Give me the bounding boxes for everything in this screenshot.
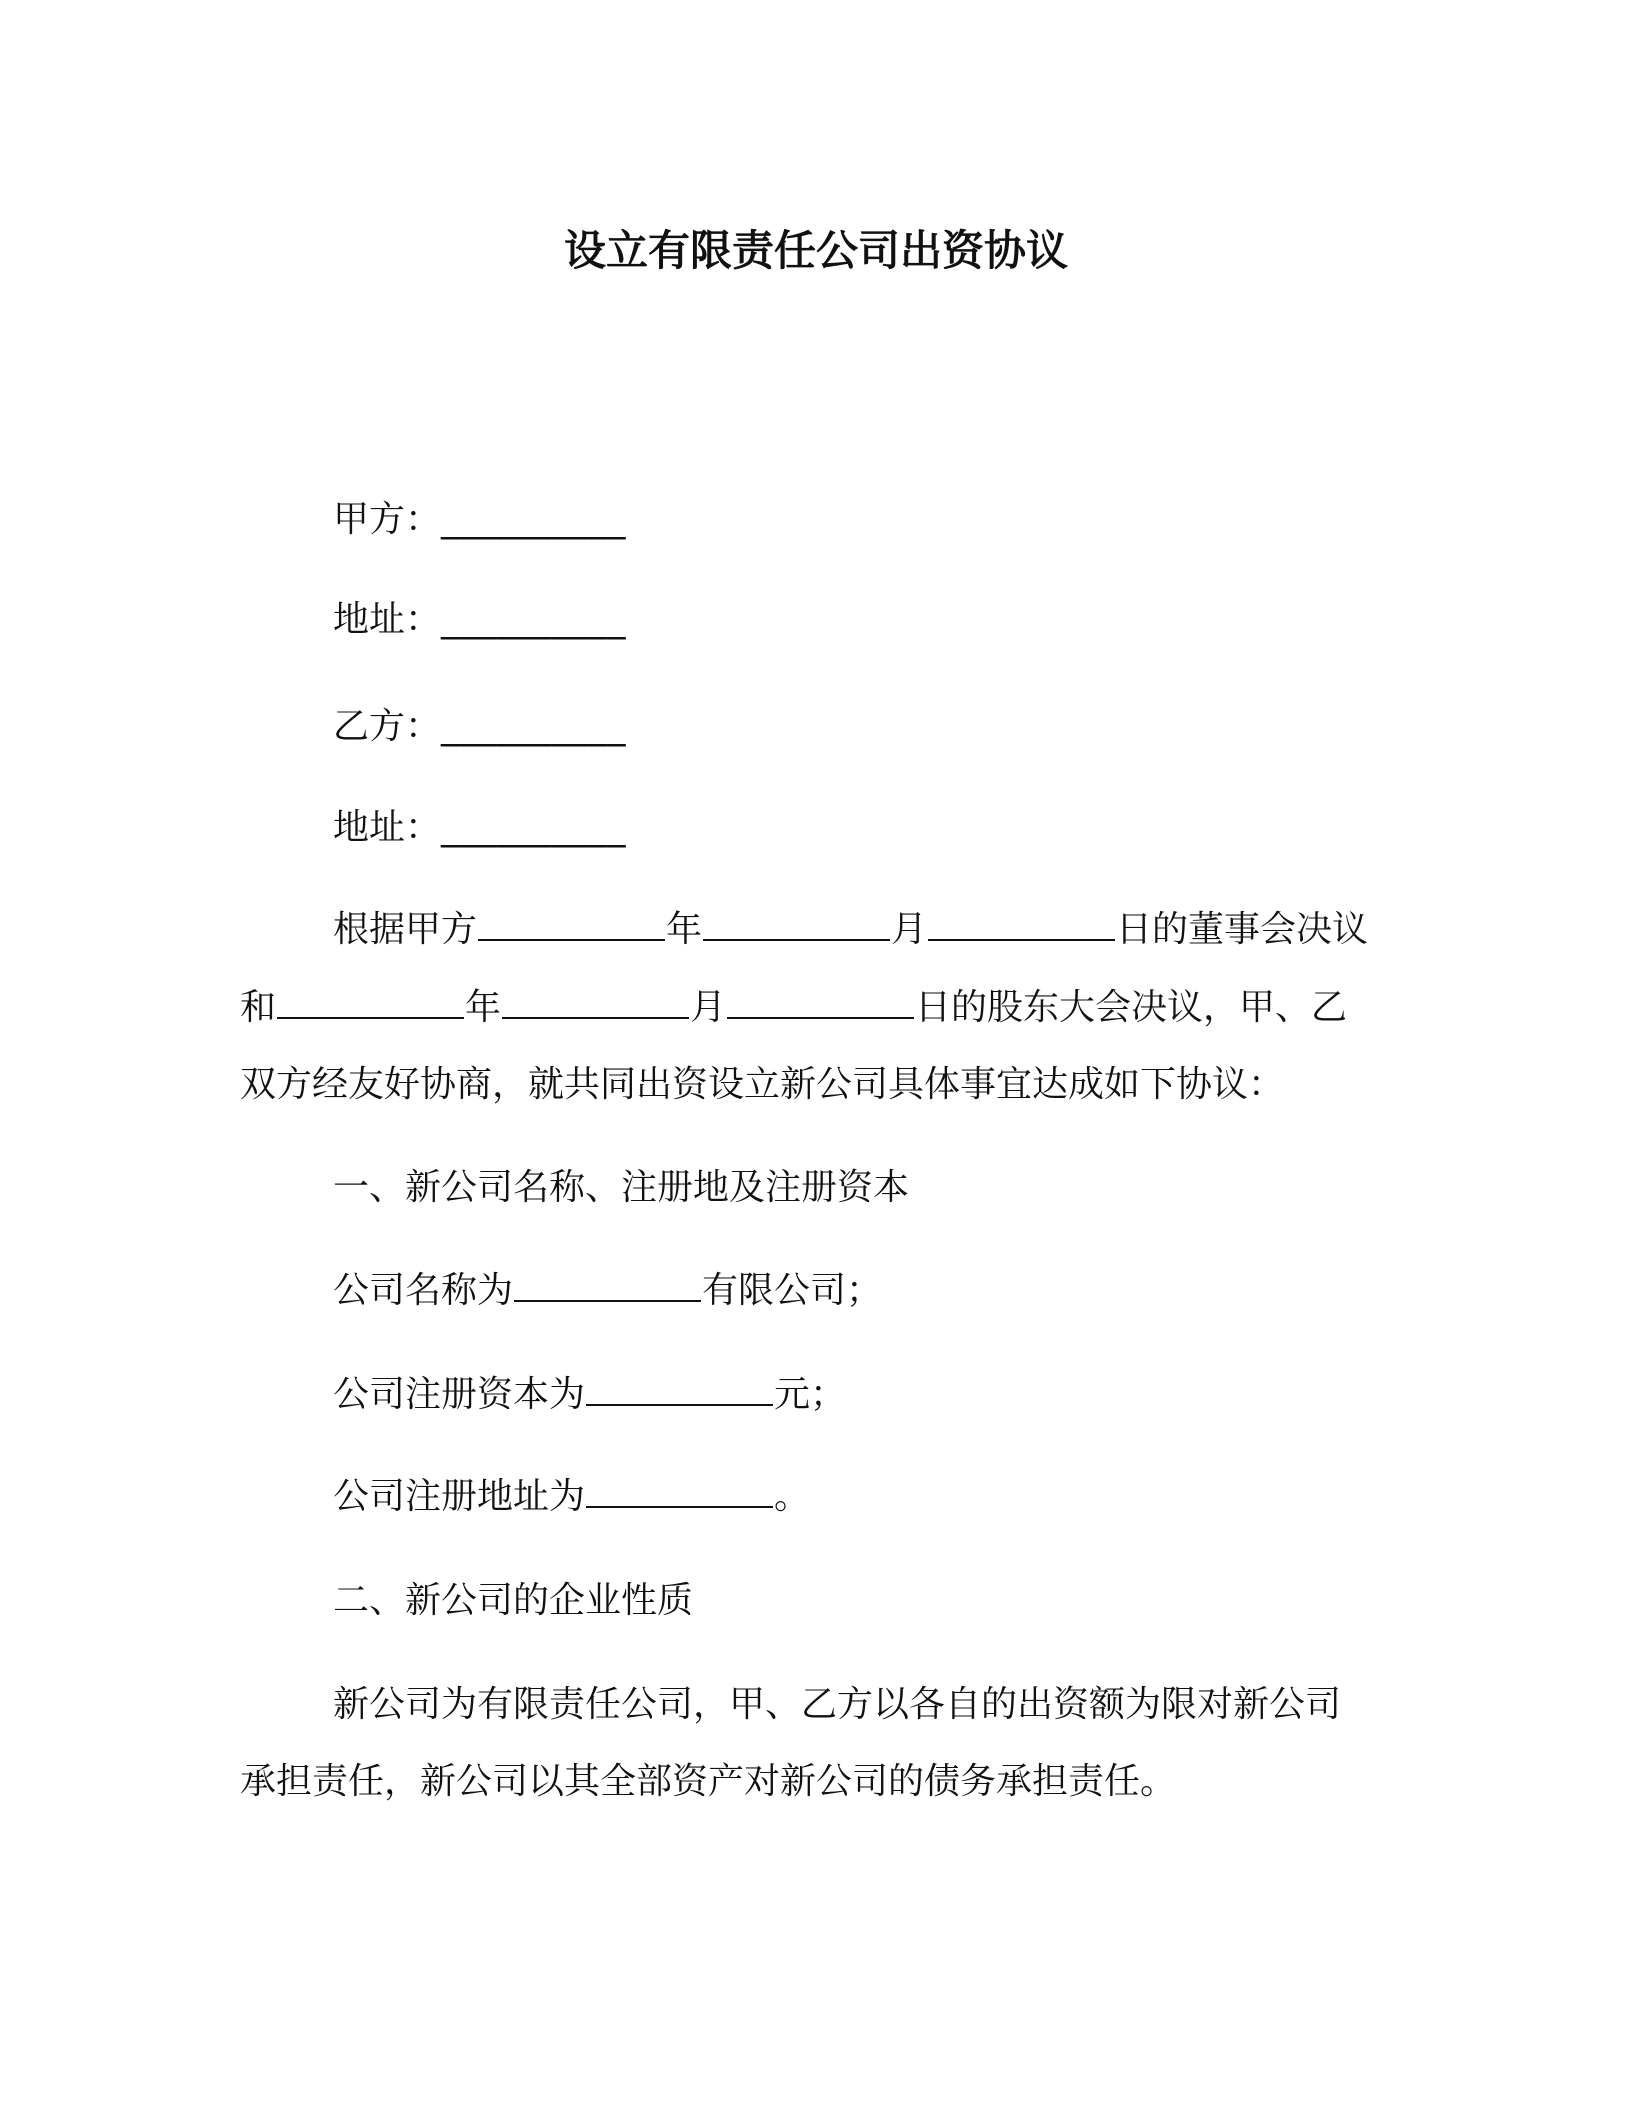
blank <box>277 987 464 1019</box>
section-2-line-1: 新公司为有限责任公司，甲、乙方以各自的出资额为限对新公司 <box>333 1684 1342 1725</box>
blank <box>502 987 689 1019</box>
party-a-address-line <box>333 598 626 642</box>
party-a-label: 甲方： <box>333 499 442 540</box>
blank <box>514 1270 701 1302</box>
party-a-address-blank: __________ <box>441 599 627 640</box>
blank <box>586 1374 773 1406</box>
party-a-blank: __________ <box>441 499 627 540</box>
text: 公司注册地址为 <box>333 1476 586 1517</box>
blank <box>586 1476 773 1508</box>
text: 月 <box>690 987 727 1028</box>
document-title: 设立有限责任公司出资协议 <box>563 226 1068 275</box>
preamble-line-1 <box>333 908 1368 952</box>
registered-capital-line <box>333 1373 846 1417</box>
text: 年 <box>465 987 502 1028</box>
text: 日的股东大会决议，甲、乙 <box>915 987 1348 1028</box>
party-b-blank: __________ <box>441 706 627 747</box>
party-b-line <box>333 705 626 749</box>
party-a-line <box>333 498 626 542</box>
party-b-label: 乙方： <box>333 706 442 747</box>
blank <box>703 909 890 941</box>
text: 元； <box>774 1374 847 1415</box>
party-a-address-label: 地址： <box>333 599 442 640</box>
text: 有限公司； <box>702 1270 883 1311</box>
blank <box>478 909 665 941</box>
text: 公司注册资本为 <box>333 1374 586 1415</box>
text: 月 <box>891 909 928 950</box>
party-b-address-line <box>333 806 626 850</box>
section-1-heading: 一、新公司名称、注册地及注册资本 <box>333 1167 910 1208</box>
section-2-line-2: 承担责任，新公司以其全部资产对新公司的债务承担责任。 <box>240 1761 1177 1802</box>
registered-address-line <box>333 1475 810 1519</box>
blank <box>928 909 1115 941</box>
text: 年 <box>666 909 703 950</box>
party-b-address-label: 地址： <box>333 807 442 848</box>
party-b-address-blank: __________ <box>441 807 627 848</box>
preamble-line-3: 双方经友好协商，就共同出资设立新公司具体事宜达成如下协议： <box>240 1064 1285 1105</box>
text: 根据甲方 <box>333 909 478 950</box>
section-2-heading: 二、新公司的企业性质 <box>333 1580 694 1621</box>
company-name-line <box>333 1269 882 1313</box>
text: 公司名称为 <box>333 1270 514 1311</box>
blank <box>727 987 914 1019</box>
text: 和 <box>240 987 277 1028</box>
preamble-line-2 <box>240 986 1347 1030</box>
text: 。 <box>774 1476 811 1517</box>
text: 日的董事会决议 <box>1116 909 1369 950</box>
